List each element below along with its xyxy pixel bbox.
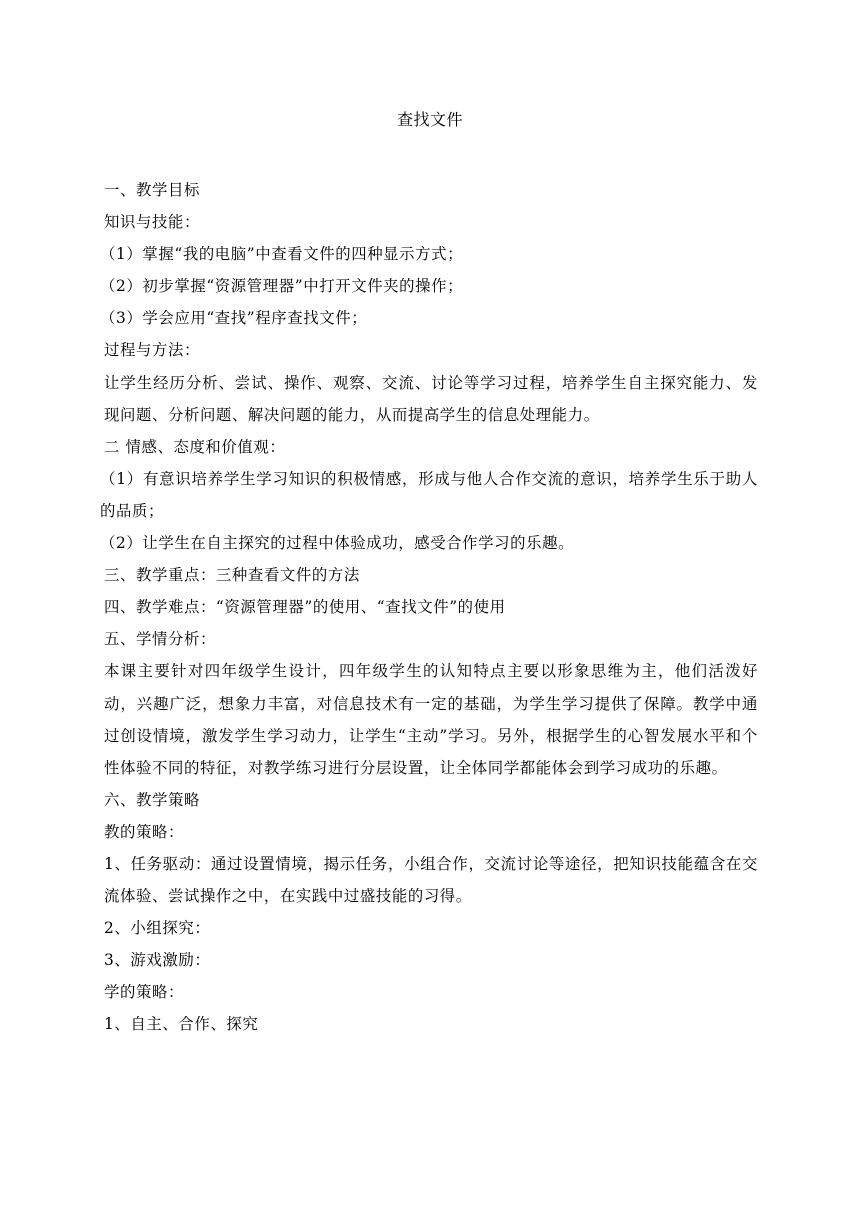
list-item: 2、小组探究： xyxy=(104,919,211,938)
subheading-process-methods: 过程与方法： xyxy=(104,341,200,360)
section-heading-emotion: 二 情感、态度和价值观： xyxy=(104,437,286,456)
list-item: （2）让学生在自主探究的过程中体验成功，感受合作学习的乐趣。 xyxy=(100,534,575,553)
paragraph: 让学生经历分析、尝试、操作、观察、交流、讨论等学习过程，培养学生自主探究能力、发现问题、分析问题、解决问题的能力，从而提高学生的信息处理能力。 xyxy=(104,373,758,424)
section-heading-key-points: 三、教学重点：三种查看文件的方法 xyxy=(104,566,360,585)
section-heading-objectives: 一、教学目标 xyxy=(104,181,200,199)
section-heading-learner-analysis: 五、学情分析： xyxy=(104,630,216,649)
list-item: 3、游戏激励： xyxy=(104,951,211,970)
subheading-learning-strategy: 学的策略： xyxy=(104,983,184,1002)
document-title: 查找文件 xyxy=(396,110,463,129)
list-item: （3）学会应用“查找”程序查找文件； xyxy=(100,309,368,328)
list-item: （1）有意识培养学生学习知识的积极情感，形成与他人合作交流的意识，培养学生乐于助人的品质； xyxy=(100,469,758,520)
section-heading-strategies: 六、教学策略 xyxy=(104,790,200,809)
subheading-teaching-strategy: 教的策略： xyxy=(104,822,184,841)
section-heading-difficulties: 四、教学难点：“资源管理器”的使用、“查找文件”的使用 xyxy=(104,598,506,617)
list-item: 1、任务驱动：通过设置情境，揭示任务，小组合作，交流讨论等途径，把知识技能蕴含在交流体验、尝试操作之中，在实践中过盛技能的习得。 xyxy=(104,854,758,906)
list-item: （1）掌握“我的电脑”中查看文件的四种显示方式； xyxy=(100,245,464,264)
list-item: （2）初步掌握“资源管理器”中打开文件夹的操作； xyxy=(100,277,464,296)
paragraph: 本课主要针对四年级学生设计，四年级学生的认知特点主要以形象思维为主，他们活泼好动，兴趣广泛，想象力丰富，对信息技术有一定的基础，为学生学习提供了保障。教学中通过创设情境，激发学生学习动力，让学生“主动”学习。另外，根据学生的心智发展水平和个性体验不同的特征，对教学练习进行分层设置，让全体同学都能体会到学习成功的乐趣。 xyxy=(104,662,758,777)
document-body xyxy=(100,174,758,1041)
subheading-knowledge-skills: 知识与技能： xyxy=(104,213,200,232)
list-item: 1、自主、合作、探究 xyxy=(104,1015,259,1034)
